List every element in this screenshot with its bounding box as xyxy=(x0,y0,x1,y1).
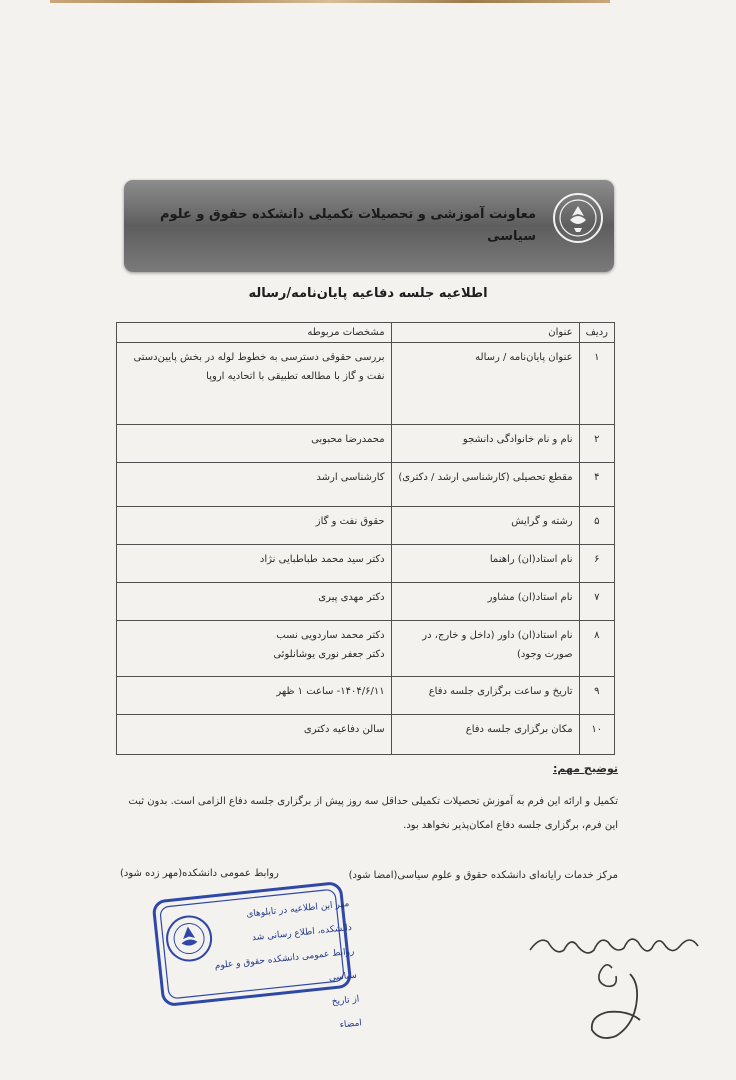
row-number: ۸ xyxy=(579,621,614,677)
stamp-line: مهر این اطلاعیه در تابلوهای xyxy=(245,898,350,920)
row-details: دکتر سید محمد طباطبایی نژاد xyxy=(117,545,392,583)
notes-heading: توضیح مهم: xyxy=(552,762,618,775)
table-row xyxy=(117,463,615,507)
row-number: ۲ xyxy=(579,425,614,463)
row-title: نام استاد(ان) راهنما xyxy=(391,545,579,583)
it-center-signature-label: مرکز خدمات رایانه‌ای دانشکده حقوق و علوم سیاسی(امضا شود) xyxy=(348,870,618,881)
university-seal-icon xyxy=(552,192,604,244)
row-title: مقطع تحصیلی (کارشناسی ارشد / دکتری) xyxy=(391,463,579,507)
row-title: عنوان پایان‌نامه / رساله xyxy=(391,343,579,425)
row-details: حقوق نفت و گاز xyxy=(117,507,392,545)
defense-info-table xyxy=(116,322,615,755)
document-title: اطلاعیه جلسه دفاعیه پایان‌نامه/رساله xyxy=(248,286,488,301)
row-number: ۹ xyxy=(579,677,614,715)
row-number: ۱ xyxy=(579,343,614,425)
table-row xyxy=(117,715,615,755)
row-details: بررسی حقوقی دسترسی به خطوط لوله در بخش پایین‌دستی نفت و گاز با مطالعه تطبیقی با اتحادیه اروپا xyxy=(117,343,392,425)
notes-body: تکمیل و ارائه این فرم به آموزش تحصیلات تکمیلی حداقل سه روز پیش از برگزاری جلسه دفاع الزامی است. بدون ثبت این فرم، برگزاری جلسه دفاع امکان‌پذیر نخواهد بود. xyxy=(128,796,618,831)
table-row xyxy=(117,621,615,677)
row-details: کارشناسی ارشد xyxy=(117,463,392,507)
header-banner xyxy=(124,180,614,272)
stamp-line: از تاریخ xyxy=(331,994,360,1008)
public-relations-stamp-label: روابط عمومی دانشکده(مهر زده شود) xyxy=(120,868,279,879)
stamp-line: امضاء xyxy=(339,1018,363,1031)
row-number: ۱۰ xyxy=(579,715,614,755)
row-details: محمدرضا محبوبی xyxy=(117,425,392,463)
stamp-line: دانشکده، اطلاع رسانی شد xyxy=(251,922,353,944)
row-number: ۷ xyxy=(579,583,614,621)
table-header-row xyxy=(117,323,615,343)
stamp-line: روابط عمومی دانشکده حقوق و علوم سیاسی xyxy=(214,946,358,984)
handwritten-signature-icon xyxy=(520,920,710,1050)
row-details xyxy=(117,621,392,677)
row-title: نام استاد(ان) مشاور xyxy=(391,583,579,621)
header-details: مشخصات مربوطه xyxy=(117,323,392,343)
header-title: عنوان xyxy=(391,323,579,343)
table-row xyxy=(117,545,615,583)
row-details: سالن دفاعیه دکتری xyxy=(117,715,392,755)
institution-title: معاونت آموزشی و تحصیلات تکمیلی دانشکده حقوق و علوم سیاسی xyxy=(159,207,536,244)
row-details: ۱۴۰۴/۶/۱۱- ساعت ۱ ظهر xyxy=(117,677,392,715)
row-title: تاریخ و ساعت برگزاری جلسه دفاع xyxy=(391,677,579,715)
row-details: دکتر مهدی پیری xyxy=(117,583,392,621)
row-title: نام استاد(ان) داور (داخل و خارج، در صورت وجود) xyxy=(391,621,579,677)
stamp-text xyxy=(201,892,363,1051)
table-row xyxy=(117,583,615,621)
referee-internal: دکتر محمد ساردویی نسب xyxy=(276,630,385,641)
row-number: ۴ xyxy=(579,463,614,507)
row-number: ۵ xyxy=(579,507,614,545)
referee-external: دکتر جعفر نوری یوشانلوئی xyxy=(273,649,385,660)
row-number: ۶ xyxy=(579,545,614,583)
row-title: مکان برگزاری جلسه دفاع xyxy=(391,715,579,755)
table-row xyxy=(117,425,615,463)
table-row xyxy=(117,507,615,545)
row-title: نام و نام خانوادگی دانشجو xyxy=(391,425,579,463)
row-title: رشته و گرایش xyxy=(391,507,579,545)
table-row xyxy=(117,343,615,425)
top-scan-strip xyxy=(50,0,610,3)
table-row xyxy=(117,677,615,715)
header-row-number: ردیف xyxy=(579,323,614,343)
